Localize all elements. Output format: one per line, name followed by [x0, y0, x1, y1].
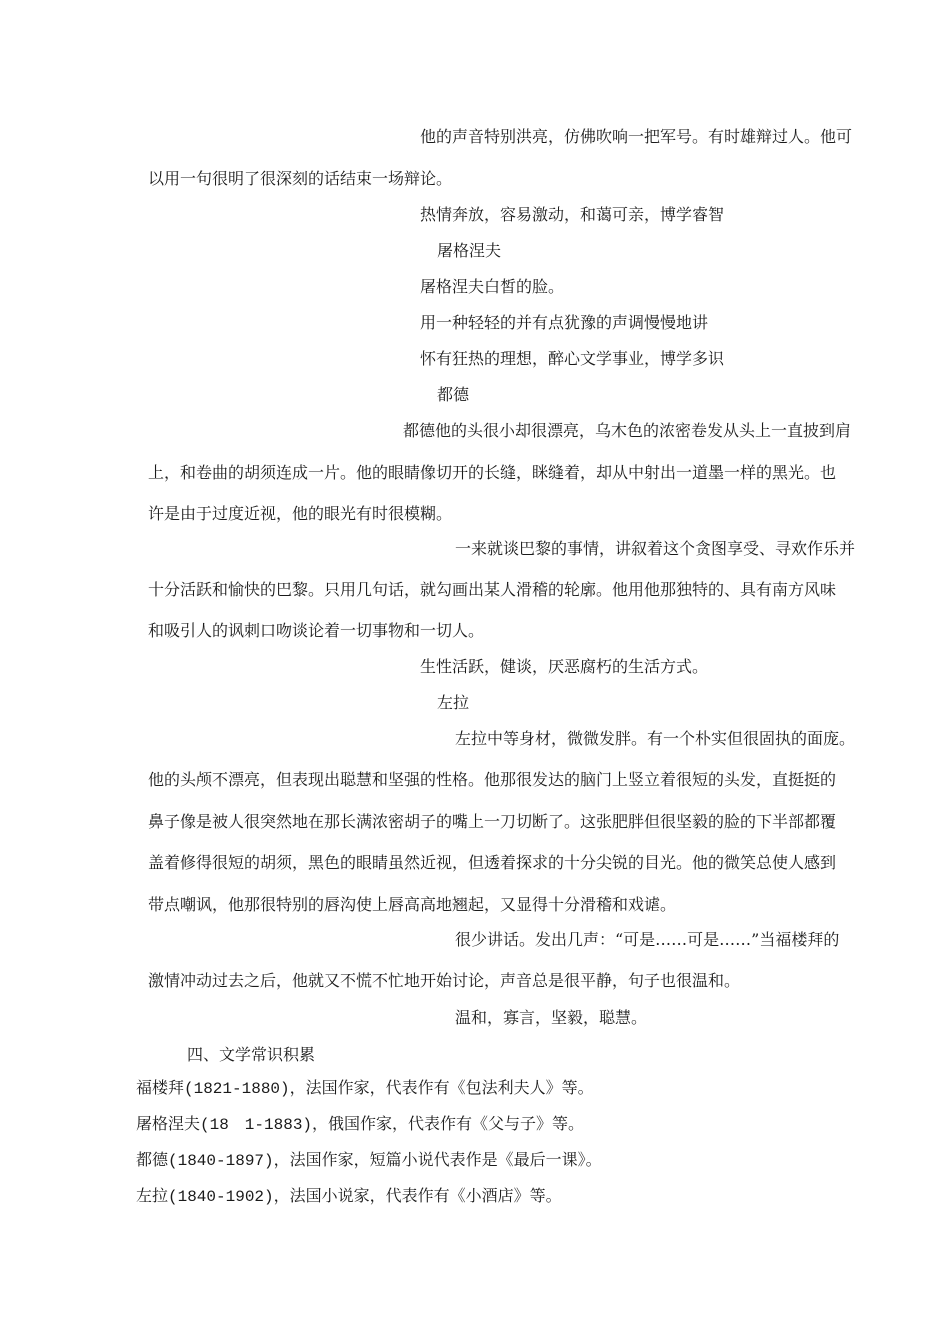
- daudet-talk-line-1: 一来就谈巴黎的事情，讲叙着这个贪图享受、寻欢作乐并: [455, 539, 856, 558]
- zola-name: 左拉: [437, 693, 470, 712]
- zola-look-line-2: 他的头颅不漂亮，但表现出聪慧和坚强的性格。他那很发达的脑门上竖立着很短的头发，直挺挺的: [148, 770, 837, 789]
- flaubert-voice-line-2: 以用一句很明了很深刻的话结束一场辩论。: [148, 169, 453, 188]
- flaubert-voice-line-1: 他的声音特别洪亮，仿佛吹响一把军号。有时雄辩过人。他可: [420, 127, 853, 146]
- daudet-name: 都德: [437, 385, 470, 404]
- zola-look-line-5: 带点嘲讽，他那很特别的唇沟使上唇高高地翘起，又显得十分滑稽和戏谑。: [148, 895, 677, 914]
- entry-daudet: 都德(1840-1897)，法国作家，短篇小说代表作是《最后一课》。: [136, 1152, 602, 1170]
- daudet-look-line-2: 上，和卷曲的胡须连成一片。他的眼睛像切开的长缝，眯缝着，却从中射出一道墨一样的黑光。也: [148, 463, 837, 482]
- turgenev-name: 屠格涅夫: [437, 241, 502, 260]
- daudet-trait: 生性活跃，健谈，厌恶腐朽的生活方式。: [420, 657, 709, 676]
- zola-trait: 温和，寡言，坚毅，聪慧。: [455, 1008, 648, 1027]
- entry-zola: 左拉(1840-1902)，法国小说家，代表作有《小酒店》等。: [136, 1188, 562, 1206]
- daudet-talk-line-2: 十分活跃和愉快的巴黎。只用几句话，就勾画出某人滑稽的轮廓。他用他那独特的、具有南方风味: [148, 580, 837, 599]
- daudet-look-line-3: 许是由于过度近视，他的眼光有时很模糊。: [148, 504, 453, 523]
- zola-look-line-3: 鼻子像是被人很突然地在那长满浓密胡子的嘴上一刀切断了。这张肥胖但很坚毅的脸的下半部都覆: [148, 812, 837, 831]
- daudet-talk-line-3: 和吸引人的讽刺口吻谈论着一切事物和一切人。: [148, 621, 485, 640]
- daudet-look-line-1: 都德他的头很小却很漂亮，乌木色的浓密卷发从头上一直披到肩: [403, 421, 852, 440]
- zola-talk-line-2: 激情冲动过去之后，他就又不慌不忙地开始讨论，声音总是很平静，句子也很温和。: [148, 971, 741, 990]
- turgenev-trait: 怀有狂热的理想，醉心文学事业，博学多识: [420, 349, 725, 368]
- turgenev-voice: 用一种轻轻的并有点犹豫的声调慢慢地讲: [420, 313, 709, 332]
- entry-turgenev: 屠格涅夫(18 1-1883)，俄国作家，代表作有《父与子》等。: [136, 1116, 585, 1134]
- zola-talk-line-1: 很少讲话。发出几声：“可是……可是……”当福楼拜的: [455, 930, 840, 949]
- flaubert-trait: 热情奔放，容易激动，和蔼可亲，博学睿智: [420, 205, 725, 224]
- turgenev-face: 屠格涅夫白皙的脸。: [420, 277, 565, 296]
- section-heading: 四、文学常识积累: [187, 1045, 316, 1064]
- zola-look-line-1: 左拉中等身材，微微发胖。有一个朴实但很固执的面庞。: [455, 729, 856, 748]
- entry-flaubert: 福楼拜(1821-1880)，法国作家，代表作有《包法利夫人》等。: [136, 1080, 594, 1098]
- zola-look-line-4: 盖着修得很短的胡须，黑色的眼睛虽然近视，但透着探求的十分尖锐的目光。他的微笑总使人感到: [148, 853, 837, 872]
